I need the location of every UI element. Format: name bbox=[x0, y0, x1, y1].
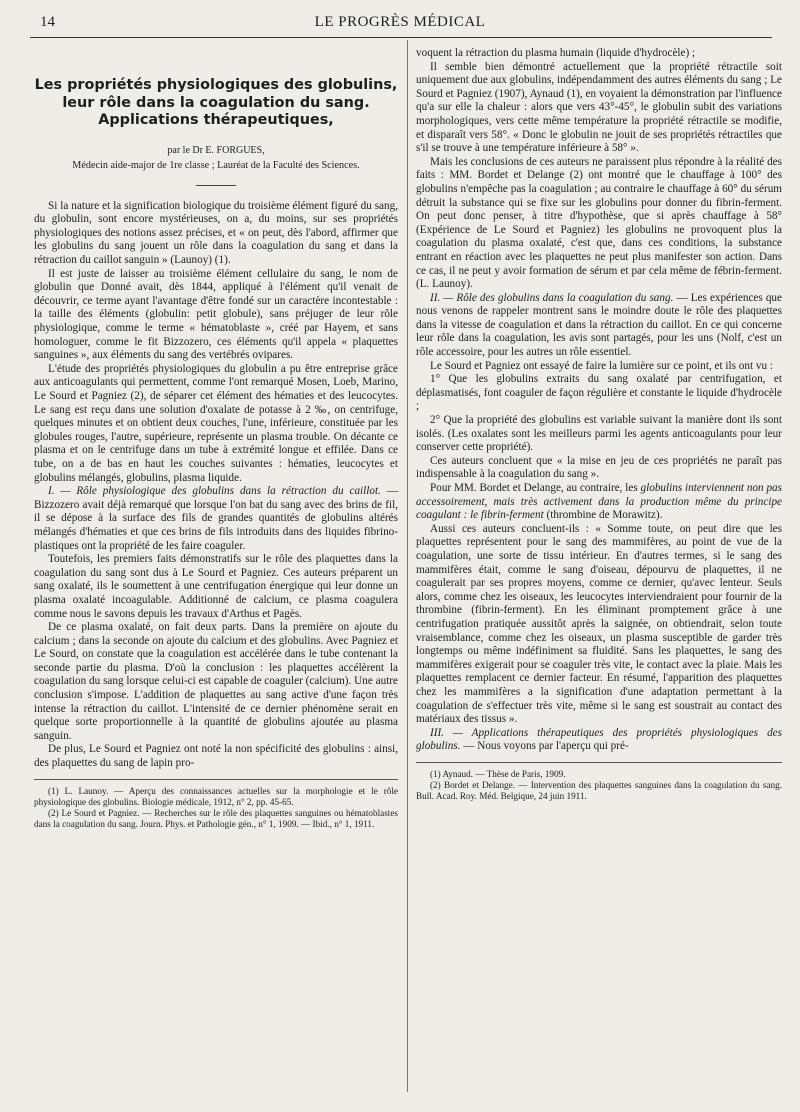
title-separator bbox=[196, 185, 236, 186]
footnote: (2) Bordet et Delange. — Intervention des plaquettes sanguines dans la coagulation du sang. Bull. Acad. Roy. Méd. Belgique, 24 juin 1911. bbox=[416, 779, 782, 801]
paragraph: Si la nature et la signification biologique du troisième élément figuré du sang, du globulin, sont encore mystérieuses, on a, du moins, sur ses propriétés physiologiques des notions assez précises, et « on peut, dès l'abord, affirmer que les globulins du sang jouent un rôle dans la coagulation du sang et dans la rétraction du caillot sanguin » (Launoy) (1). bbox=[34, 199, 398, 267]
text-run: Pour MM. Bordet et Delange, au contraire, les bbox=[430, 482, 641, 494]
left-column bbox=[34, 44, 398, 830]
section-2 bbox=[416, 292, 782, 360]
right-column bbox=[416, 47, 782, 802]
article-title: Les propriétés physiologiques des globulins, leur rôle dans la coagulation du sang. Applications thérapeutiques, bbox=[34, 77, 398, 128]
paragraph: Le Sourd et Pagniez ont essayé de faire la lumière sur ce point, et ils ont vu : bbox=[430, 359, 773, 372]
paragraph: Il semble bien démontré actuellement que la propriété rétractile soit uniquement due aux globulins, indépendamment des autres éléments du sang ; Le Sourd et Pagniez (1907), Aynaud (1), en voyaient la démonstration par l'influence qu'a sur elle la chaleur : alors que vers 43°-45°, le globulin subit des variations morphologiques, vers cette même température la propriété rétractile se modifie, et disparaît vers 58°. « Donc le globulin ne jouit de ses propriétés rétractiles que s'il se trouve à une température inférieure à 58° ». bbox=[416, 60, 782, 155]
paragraph: Il est juste de laisser au troisième élément cellulaire du sang, le nom de globulin que Donné avait, dès 1844, appliqué à l'élément qu'il venait de découvrir, ce terme ayant l'avantage d'être fondé sur un caractère incontestable : la taille des éléments (globulin: petit globule), sans préjuger de leur rôle physiologique, comme le terme « hématoblaste », créé par Hayem, et sans homologuer, comme le fit Bizzozero, ces éléments qu'il appela « plaquettes sanguines », aux éléments du sang des vertébrés ovipares. bbox=[34, 267, 398, 362]
author-byline: par le Dr E. FORGUES, bbox=[167, 144, 265, 156]
journal-title: LE PROGRÈS MÉDICAL bbox=[314, 14, 486, 30]
paragraph: 1° Que les globulins extraits du sang oxalaté par centrifugation, et déplasmatisés, font coaguler de façon régulière et constante le liquide d'hydrocèle ; bbox=[416, 373, 782, 413]
header-rule bbox=[30, 37, 772, 38]
footnote-rule bbox=[416, 762, 782, 763]
paragraph: Ces auteurs concluent que « la mise en jeu de ces propriétés ne paraît pas indispensable à la coagulation du sang ». bbox=[416, 454, 782, 481]
paragraph: voquent la rétraction du plasma humain (liquide d'hydrocèle) ; bbox=[416, 47, 696, 59]
section-3 bbox=[416, 727, 782, 754]
section-2-text: — Les expériences que nous venons de rappeler montrent sans le moindre doute le rôle des plaquettes dans la vitesse de coagulation et dans la rétraction du caillot. En ce qui concerne leur rôle dans la coagulation, les avis sont partagés, pour les uns (Nolf, c'est un rôle accessoire, pour les autres un rôle essentiel. bbox=[416, 291, 782, 359]
footnote: (1) L. Launoy. — Aperçu des connaissances actuelles sur la morphologie et le rôle physiologique des globulins. Biologie médicale, 1912, n° 2, pp. 45-65. bbox=[34, 785, 398, 807]
paragraph: Toutefois, les premiers faits démonstratifs sur le rôle des plaquettes dans la coagulation du sang sont dus à Le Sourd et Pagniez. Ces auteurs préparent un sang oxalaté, ils le soumettent à une centrifugation énergique qui leur donne un plasma oxalaté incoagulable. Additionné de calcium, ce plasma coagulera comme nous le savons depuis les travaux d'Arthus et Pagès. bbox=[34, 553, 398, 620]
paragraph: L'étude des propriétés physiologiques du globulin a pu être entreprise grâce aux anticoagulants qui permettent, comme l'ont remarqué Mosen, Loeb, Marino, Le Sourd et Pagniez (2), de séparer cet élément des hématies et des leucocytes. Le sang est reçu dans une solution d'oxalate de potasse à 2 ‰, on centrifuge, quelques minutes et on obtient deux couches, l'une, inférieure, constituée par les globules rouges, l'autre, supérieure, représente un plasma trouble. On décante ce plasma et on le centrifuge dans un tube à extrémité longue et effilée. Dans ce tube, on a de bas en haut les couches suivantes : hématies, leucocytes et globulins mélangés, globulins, plasma liquide. bbox=[34, 362, 398, 484]
section-3-heading: III. — Applications thérapeutiques des propriétés physiologiques des globulins. bbox=[416, 726, 782, 753]
paragraph: De ce plasma oxalaté, on fait deux parts. Dans la première on ajoute du calcium ; dans la seconde on ajoute du calcium et des globulins. Avec Pagniez et Le Sourd, on constate que la coagulation est accélérée dans le tube contenant la seconde partie du plasma. D'où la conclusion : les plaquettes accélèrent la coagulation du sang lorsque celui-ci est capable de coaguler (calcium). Une autre conclusion s'impose. L'addition de plaquettes au sang active d'une façon très intense la rétraction du caillot. L'intensité de ce dernier phénomène serait en quelque sorte proportionnelle à la quantité de globulins ajoutée au plasma sanguin. bbox=[34, 621, 398, 742]
column-divider bbox=[407, 40, 408, 1092]
page-number: 14 bbox=[40, 14, 55, 30]
text-run: (thrombine de Morawitz). bbox=[543, 509, 663, 522]
footnote-rule bbox=[34, 779, 398, 780]
paragraph: 2° Que la propriété des globulins est variable suivant la manière dont ils sont isolés. (Les oxalates sont les meilleurs parmi les agents anticoagulants pour leur conserver cette propriété). bbox=[416, 414, 782, 454]
paragraph: Aussi ces auteurs concluent-ils : « Somme toute, on peut dire que les plaquettes représentent pour le sang des mammifères, au point de vue de la coagulation, une sorte de tissu intérieur. En d'autres termes, si le sang des mammifères était, comme le sang d'oiseau, dépourvu de plaquettes, il ne coagulerait par ses propres moyens, comme ce dernier, qu'avec lenteur. Seuls alors, comme chez les oiseaux, les leucocytes interviendraient pour fournir de la thrombine (fibrin-ferment). En les éliminant promptement grâce à une centrifugation pratiquée aussitôt après la saignée, on obtiendrait, selon toute vraisemblance, comme chez les oiseaux, un plasma susceptible de garder très longtemps ou même indéfiniment sa fluidité. Sans les plaquettes, le sang des mammifères exigerait pour se coaguler très vite, le contact avec la plaie. Mais les plaquettes remplacent ce dernier facteur. En résumé, l'apparition des plaquettes chez les mammifères a la signification d'une adaptation permettant à la coagulation de s'effectuer très vite, même si le sang est soustrait au contact des matériaux des tissus ». bbox=[416, 522, 782, 726]
paragraph: Mais les conclusions de ces auteurs ne paraissent plus répondre à la réalité des faits : MM. Bordet et Delange (2) ont montré que le chauffage à 100° des globulins n'empêche pas la coagulation ; au contraire le chauffage à 60° du sérum détruit la substance qui se fixe sur les globulins pour donner du fibrin-ferment. On peut donc penser, à titre d'hypothèse, que si après chauffage à 58° (Expérience de Le Sourd et Pagniez) les globulins ne provoquent plus la coagulation du plasma oxalaté, c'est que, dans ces conditions, la substance entrant en réaction avec les plaquettes ne peut plus manifester son action. Dans ce cas, il ne peut y avoir formation de sérum et par cela même de fébrin-ferment. (L. Launoy). bbox=[416, 155, 782, 291]
author-affiliation: Médecin aide-major de 1re classe ; Lauréat de la Faculté des Sciences. bbox=[72, 160, 360, 172]
running-head bbox=[30, 14, 770, 34]
paragraph bbox=[416, 482, 782, 523]
section-2-heading: II. — Rôle des globulins dans la coagulation du sang. bbox=[430, 291, 674, 304]
footnote: (1) Aynaud. — Thèse de Paris, 1909. bbox=[430, 768, 566, 779]
italic-run: globulins interviennent non pas accessoirement, mais très activement dans la production même du principe coagulant : le fibrin-ferment bbox=[416, 482, 782, 522]
section-1 bbox=[34, 485, 398, 553]
section-1-heading: I. — Rôle physiologique des globulins dans la rétraction du caillot. bbox=[48, 485, 381, 498]
section-1-text: — Bizzozero avait déjà remarqué que lorsque l'on bat du sang avec des brins de fil, il se dépose à la surface des fils de grandes quantités de globulins altérés mélangés d'hématies et que ces brins de fils introduits dans des liquides fibrino-plastiques ont la propriété de les faire coaguler. bbox=[34, 485, 399, 552]
footnote: (2) Le Sourd et Pagniez. — Recherches sur le rôle des plaquettes sanguines ou hématoblastes dans la coagulation du sang. Journ. Phys. et Pathologie gén., n° 1, 1909. — Ibid., n° 1, 1911. bbox=[34, 807, 398, 829]
paragraph: De plus, Le Sourd et Pagniez ont noté la non spécificité des globulins : ainsi, des plaquettes du sang de lapin pro- bbox=[34, 743, 398, 770]
section-3-text: — Nous voyons par l'aperçu qui pré- bbox=[460, 740, 629, 753]
